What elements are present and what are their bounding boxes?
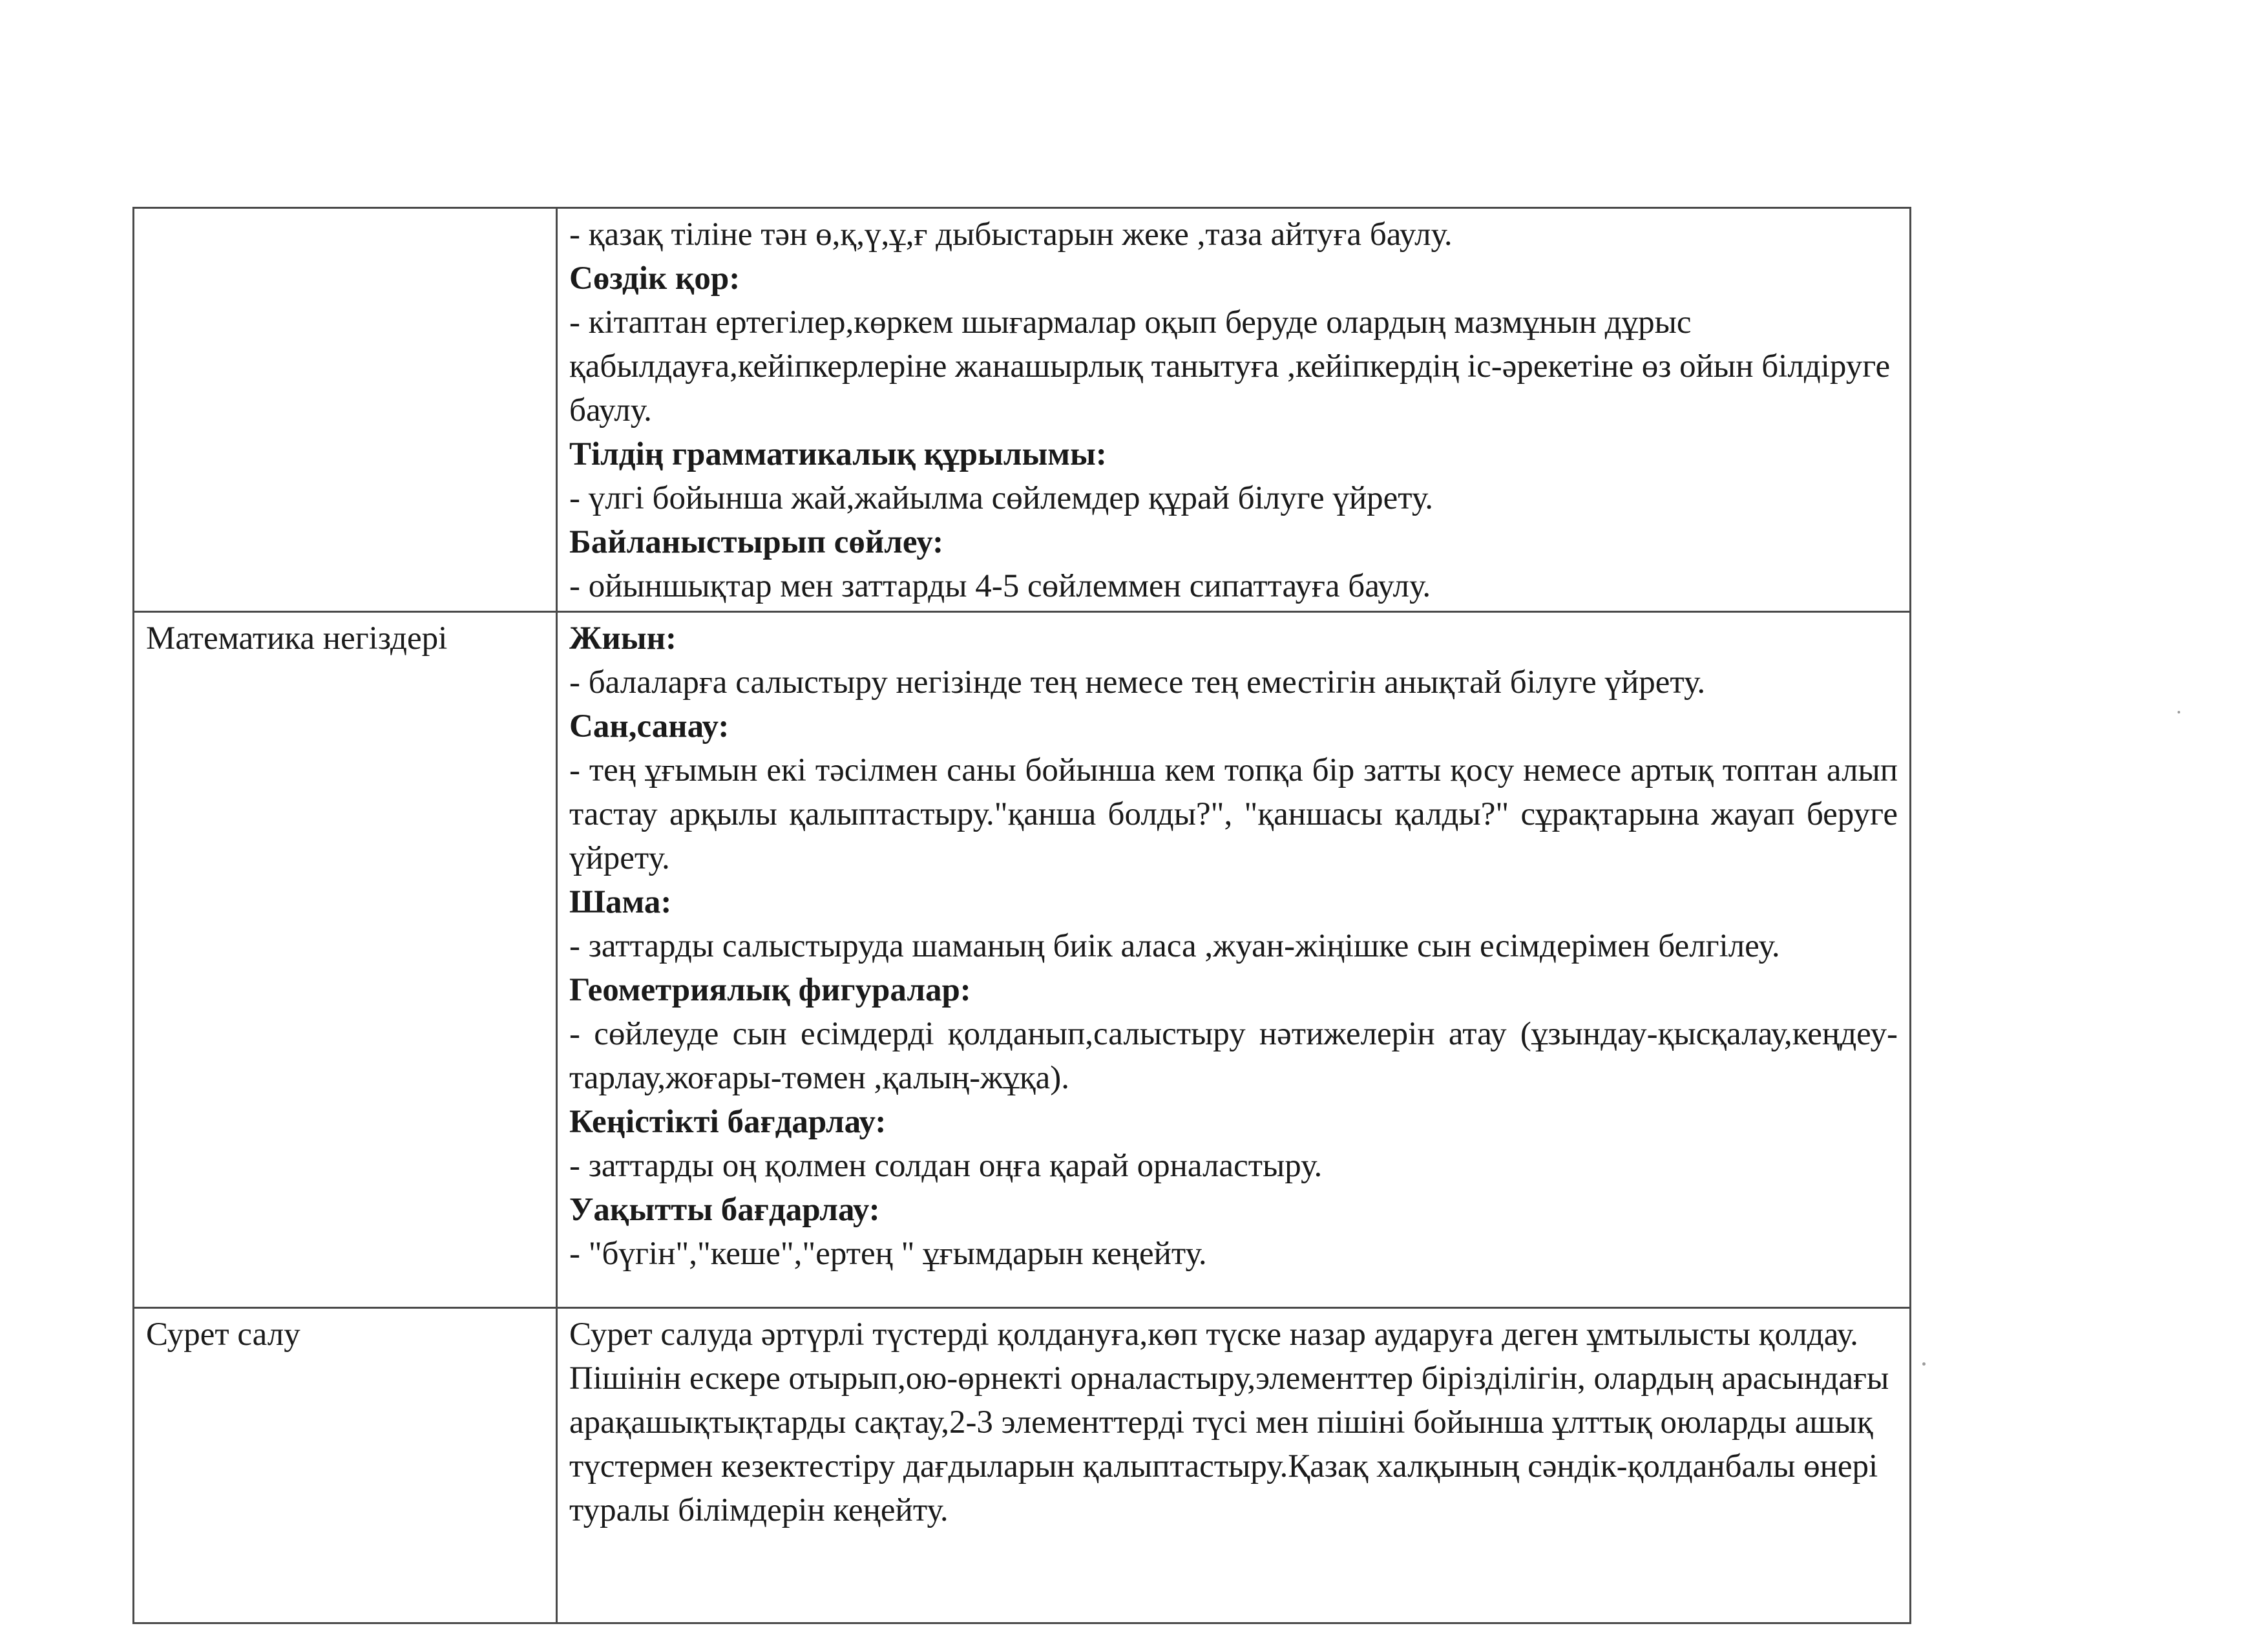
subject-cell: Сурет салу [134,1308,557,1623]
block-text: - үлгі бойынша жай,жайылма сөйлемдер құрай білуге үйрету. [569,480,1434,516]
block-text: - балаларға салыстыру негізінде тең немесе тең еместігін анықтай білуге үйрету. [569,664,1706,701]
block-heading: Байланыстырып сөйлеу: [569,524,944,560]
block-text: - қазақ тіліне тән ө,қ,ү,ұ,ғ дыбыстарын жеке ,таза айтуға баулу. [569,217,1453,253]
block-heading: Уақытты бағдарлау: [569,1192,880,1228]
block-heading: Сан,санау: [569,708,730,745]
subject-cell [134,208,557,612]
block-heading: Тілдің грамматикалық құрылымы: [569,436,1107,472]
block-text: Сурет салуда әртүрлі түстерді қолдануға,көп түске назар аударуға деген ұмтылысты қолдау. [569,1316,1858,1353]
block-heading: Жиын: [569,620,677,657]
table-row [134,208,1911,612]
block-text: Пішінін ескере отырып,ою-өрнекті орналастыру,элементтер бірізділігін, олардың арасындағы арақашықтықтарды сақтау,2-3 элементтерді түсі мен пішіні бойынша ұлттық оюларды ашық түстермен кезектестіру дағдыларын қалыптастыру.Қазақ халқының сәндік-қолданбалы өнері туралы білімдерін кеңейту. [569,1360,1889,1528]
block-text: - ойыншықтар мен заттарды 4-5 сөйлеммен сипаттауға баулу. [569,568,1431,604]
table-row [134,1308,1911,1623]
table-row [134,612,1911,1308]
block-heading: Шама: [569,884,672,920]
scan-speck [1922,1362,1926,1366]
document-table [132,207,1911,1624]
block-text: - кітаптан ертегілер,көркем шығармалар оқып беруде олардың мазмұнын дұрыс қабылдауға,кейіпкерлеріне жанашырлық танытуға ,кейіпкердің іс-әрекетіне өз ойын білдіруге баулу. [569,304,1891,428]
content-cell [557,1308,1911,1623]
scan-speck [2178,711,2180,713]
block-text: - тең ұғымын екі тәсілмен саны бойынша кем топқа бір затты қосу немесе артық топтан алып тастау арқылы қалыптастыру."қанша болды?", "қаншасы қалды?" сұрақтарына жауап беруге үйрету. [569,752,1898,876]
block-heading: Геометриялық фигуралар: [569,972,971,1008]
block-text: - заттарды оң қолмен солдан оңға қарай орналастыру. [569,1148,1323,1184]
content-cell [557,208,1911,612]
subject-cell: Математика негіздері [134,612,557,1308]
content-cell [557,612,1911,1308]
block-text: - сөйлеуде сын есімдерді қолданып,салыстыру нәтижелерін атау (ұзындау-қысқалау,кеңдеу-тарлау,жоғары-төмен ,қалың-жұқа). [569,1016,1898,1096]
block-heading: Сөздік қор: [569,260,740,297]
block-heading: Кеңістікті бағдарлау: [569,1104,887,1140]
block-text: - "бүгін","кеше","ертең " ұғымдарын кеңейту. [569,1236,1207,1272]
block-text: - заттарды салыстыруда шаманың биік аласа ,жуан-жіңішке сын есімдерімен белгілеу. [569,928,1780,964]
